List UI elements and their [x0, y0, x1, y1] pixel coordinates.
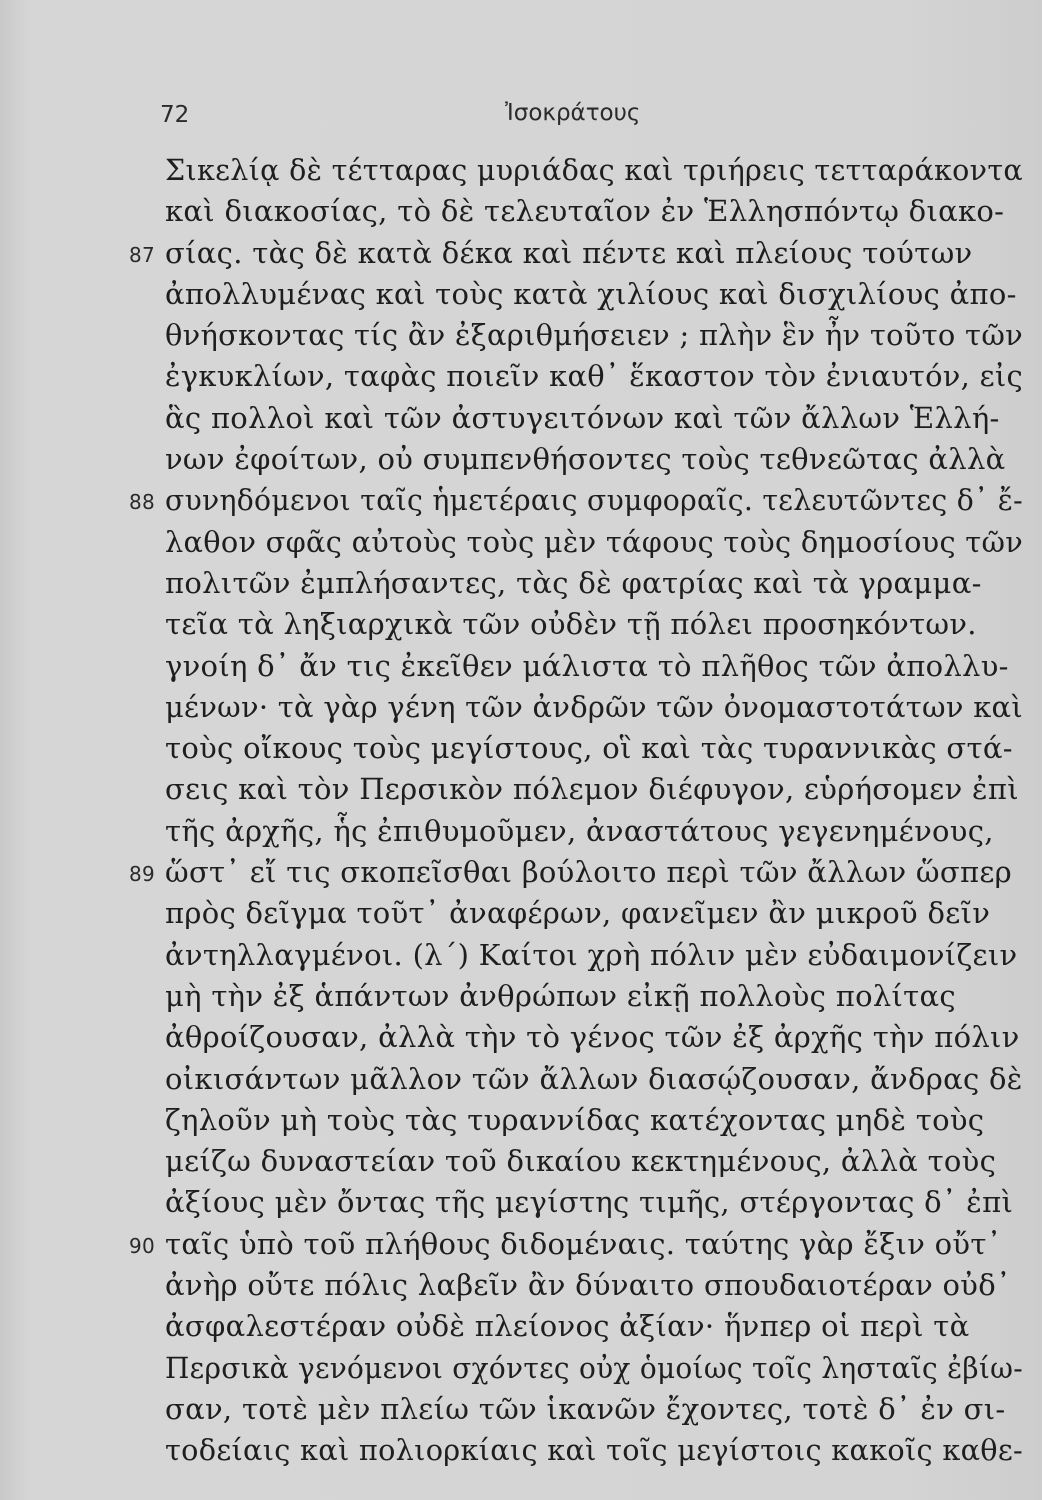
line-text: θνήσκοντας τίς ἂν ἐξαριθμήσειεν ; πλὴν ἓν ἦν τοῦτο τῶν — [165, 318, 1024, 353]
line-text: ἀνὴρ οὔτε πόλις λαβεῖν ἂν δύναιτο σπουδαιοτέραν οὐδ᾽ — [165, 1268, 1011, 1303]
line-text: ζηλοῦν μὴ τοὺς τὰς τυραννίδας κατέχοντας μηδὲ τοὺς — [165, 1102, 985, 1137]
body-text — [129, 150, 1025, 1472]
text-line — [165, 315, 1025, 356]
text-line — [165, 439, 1025, 480]
running-head: Ἰσοκράτους — [505, 100, 641, 126]
line-text: ἀθροίζουσαν, ἀλλὰ τὴν τὸ γένος τῶν ἐξ ἀρχῆς τὴν πόλιν — [165, 1020, 1020, 1055]
text-line — [165, 769, 1025, 810]
text-line — [165, 1430, 1025, 1471]
line-text: ταῖς ὑπὸ τοῦ πλήθους διδομέναις. ταύτης γὰρ ἔξιν οὔτ᾽ — [165, 1226, 1002, 1261]
line-text: τοὺς οἴκους τοὺς μεγίστους, οἳ καὶ τὰς τυραννικὰς στά- — [165, 731, 1013, 766]
line-text: μένων· τὰ γὰρ γένη τῶν ἀνδρῶν τῶν ὀνομαστοτάτων καὶ — [165, 689, 1023, 724]
line-text: τοδείαις καὶ πολιορκίαις καὶ τοῖς μεγίστοις κακοῖς καθε- — [165, 1433, 1023, 1468]
line-text: ἐγκυκλίων, ταφὰς ποιεῖν καθ᾽ ἕκαστον τὸν ἐνιαυτόν, εἰς — [165, 359, 1024, 394]
line-text: σίας. τὰς δὲ κατὰ δέκα καὶ πέντε καὶ πλείους τούτων — [165, 235, 973, 270]
section-number: 88 — [129, 490, 156, 515]
text-line — [165, 1017, 1025, 1058]
text-line — [165, 1306, 1025, 1347]
line-text: σαν, τοτὲ μὲν πλείω τῶν ἱκανῶν ἔχοντες, τοτὲ δ᾽ ἐν σι- — [165, 1391, 1006, 1426]
line-text: ἀσφαλεστέραν οὐδὲ πλείονος ἀξίαν· ἥνπερ οἱ περὶ τὰ — [165, 1309, 970, 1344]
text-line — [165, 191, 1025, 232]
text-line — [165, 893, 1025, 934]
line-text: ὥστ᾽ εἴ τις σκοπεῖσθαι βούλοιτο περὶ τῶν ἄλλων ὥσπερ — [165, 855, 1013, 890]
text-line — [165, 398, 1025, 439]
line-text: συνηδόμενοι ταῖς ἡμετέραις συμφοραῖς. τελευτῶντες δ᾽ ἔ- — [165, 483, 1024, 518]
line-text: τεῖα τὰ ληξιαρχικὰ τῶν οὐδὲν τῇ πόλει προσηκόντων. — [165, 607, 977, 642]
text-line — [165, 976, 1025, 1017]
line-text: ἃς πολλοὶ καὶ τῶν ἀστυγειτόνων καὶ τῶν ἄλλων Ἑλλή- — [165, 400, 1000, 435]
section-number: 89 — [129, 862, 156, 887]
text-line — [129, 1224, 1025, 1265]
text-line — [165, 935, 1025, 976]
line-text: Σικελίᾳ δὲ τέτταρας μυριάδας καὶ τριήρεις τετταράκοντα — [165, 153, 1024, 187]
line-text: νων ἐφοίτων, οὐ συμπενθήσοντες τοὺς τεθνεῶτας ἀλλὰ — [165, 442, 1006, 477]
line-text: λαθον σφᾶς αὐτοὺς τοὺς μὲν τάφους τοὺς δημοσίους τῶν — [165, 524, 1024, 559]
text-line — [165, 1265, 1025, 1306]
line-text: ἀντηλλαγμένοι. (λ΄) Καίτοι χρὴ πόλιν μὲν εὐδαιμονίζειν — [165, 937, 1018, 972]
text-line — [129, 852, 1025, 893]
line-text: τῆς ἀρχῆς, ἧς ἐπιθυμοῦμεν, ἀναστάτους γεγενημένους, — [165, 813, 994, 848]
line-text: μείζω δυναστείαν τοῦ δικαίου κεκτημένους, ἀλλὰ τοὺς — [165, 1144, 997, 1179]
line-text: ἀξίους μὲν ὄντας τῆς μεγίστης τιμῆς, στέργοντας δ᾽ ἐπὶ — [165, 1185, 1014, 1220]
section-number: 90 — [129, 1233, 156, 1258]
line-text: ἀπολλυμένας καὶ τοὺς κατὰ χιλίους καὶ δισχιλίους ἀπο- — [165, 276, 1017, 311]
text-line — [165, 1348, 1025, 1389]
text-line — [165, 646, 1025, 687]
line-text: μὴ τὴν ἐξ ἁπάντων ἀνθρώπων εἰκῇ πολλοὺς πολίτας — [165, 978, 956, 1013]
line-text: σεις καὶ τὸν Περσικὸν πόλεμον διέφυγον, εὑρήσομεν ἐπὶ — [165, 772, 1019, 807]
text-line — [165, 728, 1025, 769]
text-line — [165, 687, 1025, 728]
line-text: πρὸς δεῖγμα τοῦτ᾽ ἀναφέρων, φανεῖμεν ἂν μικροῦ δεῖν — [165, 896, 991, 931]
text-line — [165, 1059, 1025, 1100]
text-line — [165, 522, 1025, 563]
text-line — [165, 356, 1025, 397]
text-line — [165, 1182, 1025, 1223]
text-line — [165, 150, 1025, 191]
text-line — [165, 563, 1025, 604]
section-number: 87 — [129, 242, 156, 267]
text-line — [165, 604, 1025, 645]
text-line — [165, 1100, 1025, 1141]
text-line — [165, 1389, 1025, 1430]
text-line — [165, 1141, 1025, 1182]
line-text: πολιτῶν ἐμπλήσαντες, τὰς δὲ φατρίας καὶ τὰ γραμμα- — [165, 565, 982, 600]
text-line — [165, 274, 1025, 315]
text-line — [165, 811, 1025, 852]
line-text: οἰκισάντων μᾶλλον τῶν ἄλλων διασῴζουσαν, ἄνδρας δὲ — [165, 1061, 1023, 1096]
page-number: 72 — [160, 102, 190, 128]
text-line — [129, 480, 1025, 521]
line-text: καὶ διακοσίας, τὸ δὲ τελευταῖον ἐν Ἑλλησπόντῳ διακο- — [165, 194, 1005, 229]
line-text: γνοίη δ᾽ ἄν τις ἐκεῖθεν μάλιστα τὸ πλῆθος τῶν ἀπολλυ- — [165, 648, 1009, 683]
line-text: Περσικὰ γενόμενοι σχόντες οὐχ ὁμοίως τοῖς λησταῖς ἐβίω- — [165, 1350, 1023, 1385]
text-line — [129, 233, 1025, 274]
